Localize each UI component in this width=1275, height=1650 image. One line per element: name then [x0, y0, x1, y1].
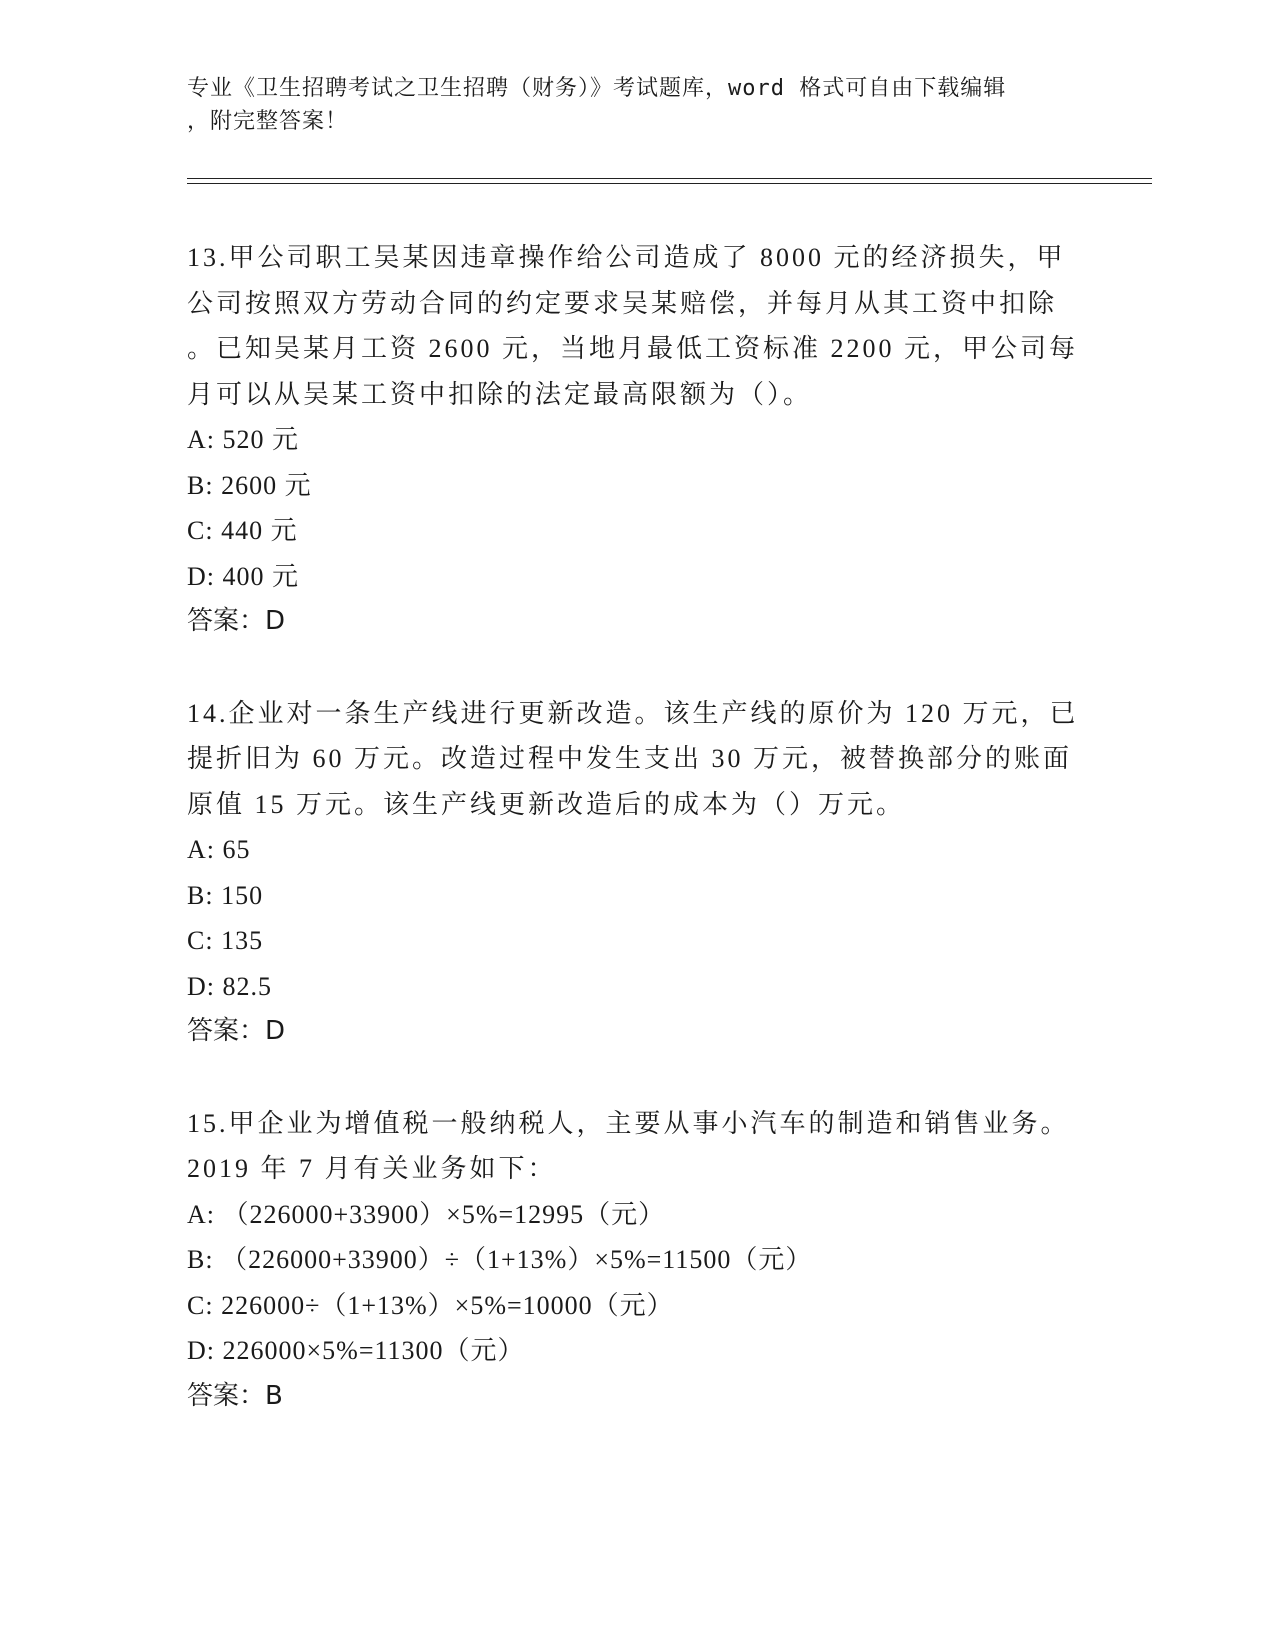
question-stem-line: 2019 年 7 月有关业务如下： [187, 1154, 557, 1183]
header-line: 专业《卫生招聘考试之卫生招聘（财务）》考试题库，word 格式可自由下载编辑 [187, 76, 1007, 101]
document-header [187, 72, 1087, 138]
option-c: C: 226000÷（1+13%）×5%=10000（元） [187, 1290, 674, 1320]
option-d: D: 226000×5%=11300（元） [187, 1336, 525, 1365]
question-13 [187, 235, 1087, 645]
header-divider-bottom [187, 183, 1152, 184]
option-c: C: 440 元 [187, 516, 298, 545]
option-a: A: 520 元 [187, 425, 300, 454]
question-stem-line: 月可以从吴某工资中扣除的法定最高限额为（）。 [187, 379, 813, 409]
question-15 [187, 1101, 1087, 1420]
question-14 [187, 691, 1087, 1055]
option-c: C: 135 [187, 926, 264, 955]
option-a: A: （226000+33900）×5%=12995（元） [187, 1199, 666, 1229]
option-b: B: 2600 元 [187, 470, 312, 500]
question-stem-line: 。已知吴某月工资 2600 元，当地月最低工资标准 2200 元，甲公司每 [187, 334, 1079, 363]
question-stem-line: 13.甲公司职工吴某因违章操作给公司造成了 8000 元的经济损失，甲 [187, 243, 1066, 272]
answer-line: 答案：D [187, 606, 286, 636]
question-stem-line: 提折旧为 60 万元。改造过程中发生支出 30 万元，被替换部分的账面 [187, 744, 1073, 773]
option-a: A: 65 [187, 835, 251, 864]
question-list [187, 235, 1087, 1419]
header-line: ，附完整答案！ [187, 109, 349, 134]
header-divider-top [187, 178, 1152, 179]
option-d: D: 400 元 [187, 561, 300, 591]
question-stem-line: 14.企业对一条生产线进行更新改造。该生产线的原价为 120 万元，已 [187, 698, 1079, 728]
question-stem-line: 公司按照双方劳动合同的约定要求吴某赔偿，并每月从其工资中扣除 [187, 288, 1058, 318]
question-stem-line: 原值 15 万元。该生产线更新改造后的成本为（）万元。 [187, 789, 906, 819]
question-stem-line: 15.甲企业为增值税一般纳税人，主要从事小汽车的制造和销售业务。 [187, 1108, 1070, 1138]
answer-line: 答案：D [187, 1016, 286, 1046]
option-d: D: 82.5 [187, 971, 272, 1001]
option-b: B: （226000+33900）÷（1+13%）×5%=11500（元） [187, 1245, 813, 1274]
option-b: B: 150 [187, 880, 264, 910]
answer-line: 答案：B [187, 1380, 283, 1411]
